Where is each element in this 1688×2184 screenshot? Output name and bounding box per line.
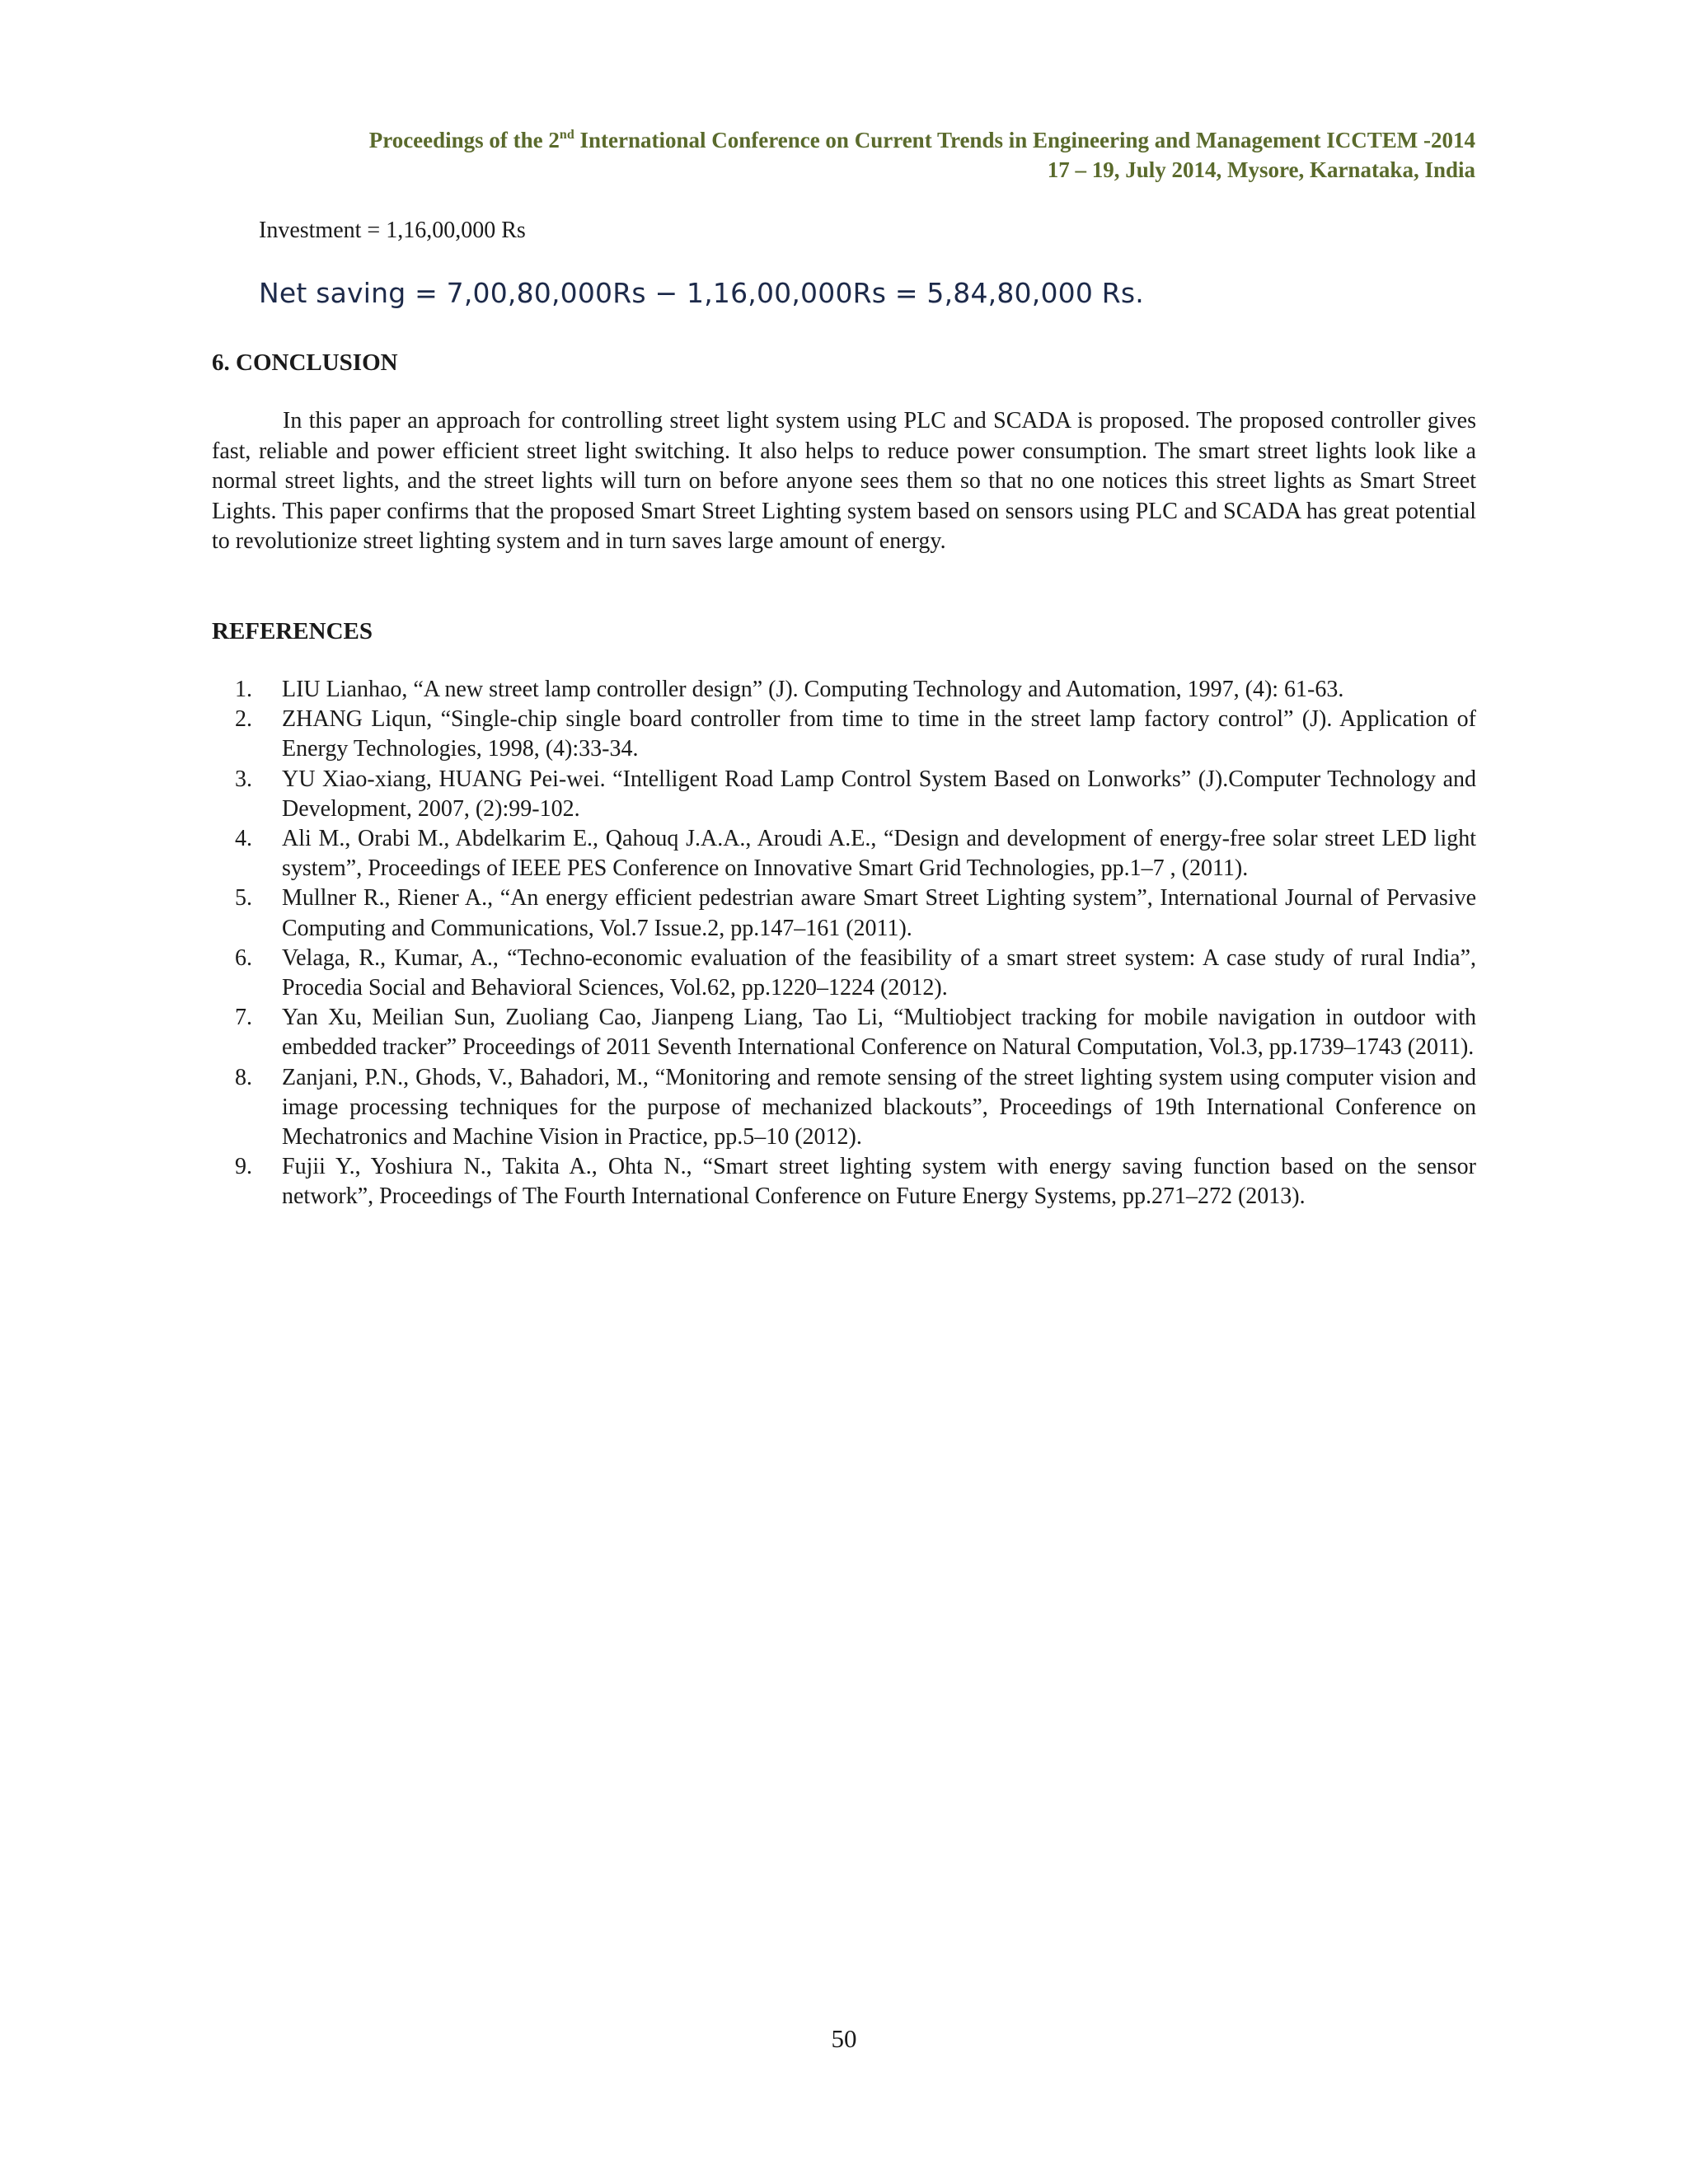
reference-text: Ali M., Orabi M., Abdelkarim E., Qahouq J.A.A., Aroudi A.E., “Design and development of energy-free solar street LED light system”, Proceedings of IEEE PES Conference on Innovative Smart Grid Technologies, pp.1–7 , (2011). (282, 826, 1476, 882)
reference-number: 9. (235, 1154, 252, 1180)
running-header (369, 125, 1475, 185)
reference-item-2 (212, 705, 1476, 764)
reference-text: YU Xiao-xiang, HUANG Pei-wei. “Intelligent Road Lamp Control System Based on Lonworks” (J).Computer Technology and Development, 2007, (2):99-102. (282, 766, 1476, 822)
reference-number: 7. (235, 1005, 252, 1031)
reference-text: Zanjani, P.N., Ghods, V., Bahadori, M., “Monitoring and remote sensing of the street lighting system using computer vision and image processing techniques for the purpose of mechanized blackouts”, Proceedings of 19th International Conference on Mechatronics and Machine Vision in Practice, pp.5–10 (2012). (282, 1064, 1476, 1151)
reference-item-5 (212, 883, 1476, 943)
reference-item-9 (212, 1152, 1476, 1212)
investment-line: Investment = 1,16,00,000 Rs (259, 218, 526, 243)
reference-item-8 (212, 1063, 1476, 1153)
conclusion-paragraph: In this paper an approach for controlling street light system using PLC and SCADA is proposed. The proposed controller gives fast, reliable and power efficient street light switching. It also helps to reduce power consumption. The smart street lights look like a normal street lights, and the street lights will turn on before anyone sees them so that no one notices this street lights as Smart Street Lights. This paper confirms that the proposed Smart Street Lighting system based on sensors using PLC and SCADA has great potential to revolutionize street lighting system and in turn saves large amount of energy. (212, 408, 1476, 554)
reference-text: Mullner R., Riener A., “An energy efficient pedestrian aware Smart Street Lighting system”, International Journal of Pervasive Computing and Communications, Vol.7 Issue.2, pp.147–161 (2011). (282, 885, 1476, 941)
reference-text: LIU Lianhao, “A new street lamp controller design” (J). Computing Technology and Automation, 1997, (4): 61-63. (282, 677, 1344, 702)
header-ordinal-superscript: nd (559, 128, 574, 142)
reference-number: 2. (235, 706, 252, 733)
page-number: 50 (831, 2024, 857, 2053)
reference-number: 5. (235, 885, 252, 912)
reference-number: 8. (235, 1064, 252, 1090)
reference-item-1 (212, 675, 1476, 705)
reference-text: Velaga, R., Kumar, A., “Techno-economic evaluation of the feasibility of a smart street system: A case study of rural India”, Procedia Social and Behavioral Sciences, Vol.62, pp.1220–1224 (2012). (282, 944, 1476, 1001)
reference-number: 4. (235, 826, 252, 852)
reference-number: 3. (235, 766, 252, 792)
references-heading: REFERENCES (212, 618, 373, 644)
header-line-1 (369, 125, 1475, 155)
header-line-1-end: International Conference on Current Trends in Engineering and Management ICCTEM -2014 (574, 128, 1475, 152)
reference-number: 6. (235, 944, 252, 971)
conclusion-heading: 6. CONCLUSION (212, 349, 398, 376)
reference-text: Fujii Y., Yoshiura N., Takita A., Ohta N., “Smart street lighting system with energy saving function based on the sensor network”, Proceedings of The Fourth International Conference on Future Energy Systems, pp.271–272 (2013). (282, 1154, 1476, 1210)
reference-item-3 (212, 765, 1476, 824)
reference-text: ZHANG Liqun, “Single-chip single board controller from time to time in the street lamp factory control” (J). Application of Energy Technologies, 1998, (4):33-34. (282, 706, 1476, 762)
reference-number: 1. (235, 677, 252, 702)
reference-item-4 (212, 824, 1476, 883)
net-saving-equation: Net saving = 7,00,80,000Rs − 1,16,00,000Rs = 5,84,80,000 Rs. (259, 277, 1144, 309)
reference-item-7 (212, 1003, 1476, 1062)
header-line-2: 17 – 19, July 2014, Mysore, Karnataka, India (1047, 157, 1475, 182)
header-line-1-start: Proceedings of the 2 (368, 128, 560, 152)
reference-text: Yan Xu, Meilian Sun, Zuoliang Cao, Jianpeng Liang, Tao Li, “Multiobject tracking for mobile navigation in outdoor with embedded tracker” Proceedings of 2011 Seventh International Conference on Natural Computation, Vol.3, pp.1739–1743 (2011). (282, 1005, 1476, 1061)
reference-item-6 (212, 944, 1476, 1003)
reference-list (212, 675, 1476, 1212)
